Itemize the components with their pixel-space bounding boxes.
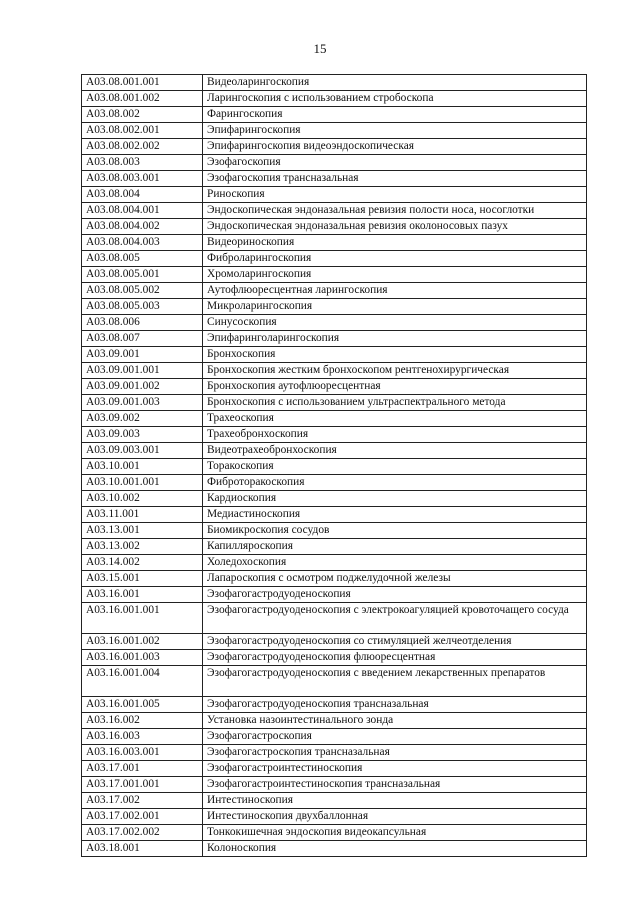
table-row	[82, 603, 587, 634]
code-cell: A03.10.001.001	[82, 475, 203, 491]
table-row	[82, 411, 587, 427]
procedure-name-cell: Тонкокишечная эндоскопия видеокапсульная	[203, 825, 587, 841]
table-row	[82, 203, 587, 219]
code-cell: A03.16.001.004	[82, 666, 203, 697]
code-cell: A03.08.003.001	[82, 171, 203, 187]
table-row	[82, 587, 587, 603]
procedure-name-cell: Торакоскопия	[203, 459, 587, 475]
table-row	[82, 523, 587, 539]
code-cell: A03.16.003	[82, 729, 203, 745]
code-cell: A03.13.001	[82, 523, 203, 539]
table-row	[82, 315, 587, 331]
code-cell: A03.08.002.002	[82, 139, 203, 155]
procedure-name-cell: Эзофагогастродуоденоскопия со стимуляцией желчеотделения	[203, 634, 587, 650]
table-row	[82, 363, 587, 379]
code-cell: A03.14.002	[82, 555, 203, 571]
code-cell: A03.08.004.001	[82, 203, 203, 219]
procedure-name-cell: Эзофагоскопия трансназальная	[203, 171, 587, 187]
procedure-name-cell: Эзофагогастродуоденоскопия с введением лекарственных препаратов	[203, 666, 587, 697]
procedure-name-cell: Медиастиноскопия	[203, 507, 587, 523]
procedure-name-cell: Холедохоскопия	[203, 555, 587, 571]
code-cell: A03.08.004.003	[82, 235, 203, 251]
table-row	[82, 219, 587, 235]
code-cell: A03.08.001.002	[82, 91, 203, 107]
procedure-name-cell: Колоноскопия	[203, 841, 587, 857]
table-row	[82, 347, 587, 363]
table-row	[82, 809, 587, 825]
code-cell: A03.08.004.002	[82, 219, 203, 235]
table-row	[82, 697, 587, 713]
procedure-name-cell: Эзофагоскопия	[203, 155, 587, 171]
procedure-name-cell: Бронхоскопия с использованием ультраспектрального метода	[203, 395, 587, 411]
code-cell: A03.10.002	[82, 491, 203, 507]
table-row	[82, 251, 587, 267]
table-row	[82, 443, 587, 459]
code-cell: A03.17.001	[82, 761, 203, 777]
procedure-name-cell: Фарингоскопия	[203, 107, 587, 123]
procedure-name-cell: Синусоскопия	[203, 315, 587, 331]
procedure-name-cell: Эзофагогастроскопия трансназальная	[203, 745, 587, 761]
procedure-name-cell: Интестиноскопия двухбаллонная	[203, 809, 587, 825]
code-cell: A03.08.002	[82, 107, 203, 123]
table-row	[82, 729, 587, 745]
table-row	[82, 91, 587, 107]
procedure-name-cell: Интестиноскопия	[203, 793, 587, 809]
table-row	[82, 475, 587, 491]
code-cell: A03.08.007	[82, 331, 203, 347]
table-row	[82, 427, 587, 443]
code-cell: A03.16.001.005	[82, 697, 203, 713]
table-row	[82, 539, 587, 555]
code-cell: A03.08.005.002	[82, 283, 203, 299]
code-cell: A03.10.001	[82, 459, 203, 475]
table-row	[82, 761, 587, 777]
code-cell: A03.16.001.003	[82, 650, 203, 666]
procedure-name-cell: Эзофагогастроскопия	[203, 729, 587, 745]
procedure-codes-table	[81, 74, 587, 857]
table-row	[82, 745, 587, 761]
code-cell: A03.16.001.001	[82, 603, 203, 634]
code-cell: A03.08.005.001	[82, 267, 203, 283]
code-cell: A03.16.001.002	[82, 634, 203, 650]
code-cell: A03.08.002.001	[82, 123, 203, 139]
table-row	[82, 171, 587, 187]
procedure-name-cell: Капилляроскопия	[203, 539, 587, 555]
table-row	[82, 825, 587, 841]
procedure-name-cell: Кардиоскопия	[203, 491, 587, 507]
procedure-name-cell: Бронхоскопия аутофлюоресцентная	[203, 379, 587, 395]
procedure-name-cell: Трахеобронхоскопия	[203, 427, 587, 443]
code-cell: A03.09.001.002	[82, 379, 203, 395]
table-row	[82, 331, 587, 347]
table-row	[82, 666, 587, 697]
procedure-name-cell: Эзофагогастродуоденоскопия	[203, 587, 587, 603]
code-cell: A03.17.002.002	[82, 825, 203, 841]
procedure-name-cell: Эзофагогастроинтестиноскопия	[203, 761, 587, 777]
table-row	[82, 507, 587, 523]
table-row	[82, 555, 587, 571]
table-row	[82, 283, 587, 299]
table-row	[82, 123, 587, 139]
procedure-name-cell: Эндоскопическая эндоназальная ревизия полости носа, носоглотки	[203, 203, 587, 219]
table-row	[82, 299, 587, 315]
code-cell: A03.08.004	[82, 187, 203, 203]
procedure-name-cell: Риноскопия	[203, 187, 587, 203]
procedure-name-cell: Хромоларингоскопия	[203, 267, 587, 283]
procedure-name-cell: Аутофлюоресцентная ларингоскопия	[203, 283, 587, 299]
procedure-name-cell: Эзофагогастродуоденоскопия с электрокоагуляцией кровоточащего сосуда	[203, 603, 587, 634]
code-cell: A03.17.002	[82, 793, 203, 809]
procedure-name-cell: Эзофагогастродуоденоскопия трансназальная	[203, 697, 587, 713]
code-cell: A03.08.001.001	[82, 75, 203, 91]
procedure-name-cell: Видеоларингоскопия	[203, 75, 587, 91]
code-cell: A03.15.001	[82, 571, 203, 587]
page-number: 15	[313, 41, 327, 56]
code-cell: A03.09.001.003	[82, 395, 203, 411]
procedure-name-cell: Трахеоскопия	[203, 411, 587, 427]
procedure-name-cell: Бронхоскопия жестким бронхоскопом рентгенохирургическая	[203, 363, 587, 379]
code-cell: A03.09.003.001	[82, 443, 203, 459]
table-row	[82, 379, 587, 395]
table-row	[82, 634, 587, 650]
table-row	[82, 187, 587, 203]
table-row	[82, 155, 587, 171]
procedure-name-cell: Эзофагогастродуоденоскопия флюоресцентная	[203, 650, 587, 666]
code-cell: A03.11.001	[82, 507, 203, 523]
code-cell: A03.18.001	[82, 841, 203, 857]
code-cell: A03.16.001	[82, 587, 203, 603]
table-row	[82, 139, 587, 155]
procedure-name-cell: Микроларингоскопия	[203, 299, 587, 315]
code-cell: A03.08.003	[82, 155, 203, 171]
table-row	[82, 571, 587, 587]
code-cell: A03.16.003.001	[82, 745, 203, 761]
code-cell: A03.16.002	[82, 713, 203, 729]
procedure-name-cell: Эндоскопическая эндоназальная ревизия околоносовых пазух	[203, 219, 587, 235]
procedure-name-cell: Ларингоскопия с использованием стробоскопа	[203, 91, 587, 107]
code-cell: A03.09.003	[82, 427, 203, 443]
table-row	[82, 267, 587, 283]
table-row	[82, 235, 587, 251]
procedure-name-cell: Видеотрахеобронхоскопия	[203, 443, 587, 459]
procedure-name-cell: Лапароскопия с осмотром поджелудочной железы	[203, 571, 587, 587]
procedure-name-cell: Эпифарингоскопия видеоэндоскопическая	[203, 139, 587, 155]
table-row	[82, 713, 587, 729]
table-row	[82, 75, 587, 91]
procedure-name-cell: Эпифарингоскопия	[203, 123, 587, 139]
procedure-name-cell: Эпифаринголарингоскопия	[203, 331, 587, 347]
table-body	[82, 75, 587, 857]
table-row	[82, 491, 587, 507]
table-row	[82, 793, 587, 809]
procedure-name-cell: Эзофагогастроинтестиноскопия трансназальная	[203, 777, 587, 793]
procedure-name-cell: Установка назоинтестинального зонда	[203, 713, 587, 729]
code-cell: A03.09.002	[82, 411, 203, 427]
code-cell: A03.08.005.003	[82, 299, 203, 315]
code-cell: A03.09.001.001	[82, 363, 203, 379]
table-row	[82, 395, 587, 411]
procedure-name-cell: Бронхоскопия	[203, 347, 587, 363]
table-row	[82, 841, 587, 857]
table-row	[82, 107, 587, 123]
code-cell: A03.09.001	[82, 347, 203, 363]
code-cell: A03.08.005	[82, 251, 203, 267]
code-cell: A03.17.001.001	[82, 777, 203, 793]
procedure-name-cell: Биомикроскопия сосудов	[203, 523, 587, 539]
table-row	[82, 459, 587, 475]
table-row	[82, 777, 587, 793]
code-cell: A03.17.002.001	[82, 809, 203, 825]
procedure-name-cell: Фиброторакоскопия	[203, 475, 587, 491]
procedure-name-cell: Фиброларингоскопия	[203, 251, 587, 267]
procedure-name-cell: Видеориноскопия	[203, 235, 587, 251]
table-row	[82, 650, 587, 666]
code-cell: A03.08.006	[82, 315, 203, 331]
code-cell: A03.13.002	[82, 539, 203, 555]
